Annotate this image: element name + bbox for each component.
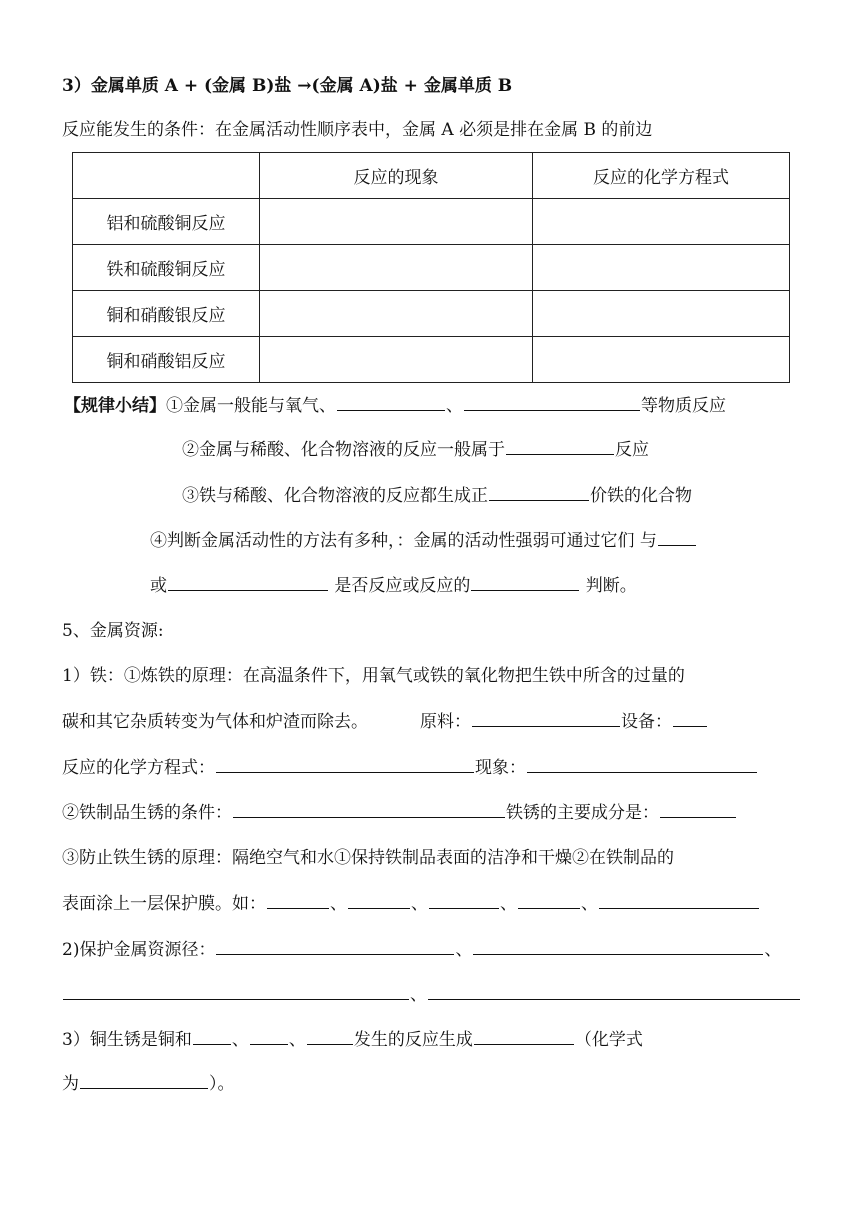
summary-text: 反应	[615, 440, 649, 460]
iron-principle-line-1: 1）铁：①炼铁的原理：在高温条件下，用氧气或铁的氧化物把生铁中所含的过量的	[62, 666, 685, 686]
table-header-cell: 反应的化学方程式	[533, 153, 790, 199]
phenomenon-label: 现象：	[475, 758, 526, 778]
answer-blank[interactable]	[506, 437, 614, 455]
summary-line-2	[182, 437, 649, 462]
summary-line-1	[64, 393, 726, 418]
raw-material-label: 原料：	[420, 712, 471, 732]
equation-cell[interactable]	[533, 245, 790, 291]
answer-blank[interactable]	[168, 573, 328, 591]
answer-blank[interactable]	[658, 528, 696, 546]
answer-blank[interactable]	[489, 483, 589, 501]
separator: 、	[581, 894, 598, 914]
answer-blank[interactable]	[527, 755, 757, 773]
table-header-cell	[73, 153, 260, 199]
equation-line	[62, 755, 758, 780]
equation-label: 反应的化学方程式：	[62, 758, 215, 778]
phenomenon-cell[interactable]	[260, 245, 533, 291]
phenomenon-cell[interactable]	[260, 337, 533, 383]
summary-line-3	[182, 483, 692, 508]
phenomenon-cell[interactable]	[260, 199, 533, 245]
summary-text: 价铁的化合物	[590, 486, 692, 506]
equation-cell[interactable]	[533, 337, 790, 383]
table-row	[73, 199, 790, 245]
protect-line	[62, 937, 781, 962]
answer-blank[interactable]	[63, 982, 409, 1000]
answer-blank[interactable]	[518, 891, 580, 909]
reaction-name: 铜和硝酸银反应	[73, 291, 260, 337]
rust-condition-label: ②铁制品生锈的条件：	[62, 803, 232, 823]
answer-blank[interactable]	[673, 709, 707, 727]
summary-text: 判断。	[580, 576, 637, 596]
section5-text: 碳和其它杂质转变为气体和炉渣而除去。	[62, 712, 368, 732]
summary-text: 、	[446, 396, 463, 416]
answer-blank[interactable]	[472, 709, 620, 727]
summary-text: 或	[150, 576, 167, 596]
answer-blank[interactable]	[473, 937, 763, 955]
answer-blank[interactable]	[599, 891, 759, 909]
reaction-name: 铜和硝酸铝反应	[73, 337, 260, 383]
prevent-line-1: ③防止铁生锈的原理：隔绝空气和水①保持铁制品表面的洁净和干燥②在铁制品的	[62, 848, 674, 868]
table-row	[73, 337, 790, 383]
answer-blank[interactable]	[429, 891, 499, 909]
table-row	[73, 291, 790, 337]
separator: 、	[288, 1030, 306, 1050]
summary-text: ④判断金属活动性的方法有多种，：金属的活动性强弱可通过它们 与	[150, 531, 657, 551]
section5-text: 表面涂上一层保护膜。如：	[62, 894, 266, 914]
answer-blank[interactable]	[193, 1027, 231, 1045]
equipment-label: 设备：	[621, 712, 672, 732]
separator: 、	[410, 985, 427, 1005]
answer-blank[interactable]	[474, 1027, 574, 1045]
answer-blank[interactable]	[233, 800, 505, 818]
summary-text: ②金属与稀酸、化合物溶液的反应一般属于	[182, 440, 505, 460]
reaction-name: 铁和硫酸铜反应	[73, 245, 260, 291]
section5-text: 3）铜生锈是铜和	[62, 1030, 192, 1050]
iron-principle-line-2	[62, 709, 708, 734]
answer-blank[interactable]	[428, 982, 800, 1000]
separator: 、	[231, 1030, 249, 1050]
summary-text: 是否反应或反应的	[329, 576, 471, 596]
table-header-cell: 反应的现象	[260, 153, 533, 199]
answer-blank[interactable]	[337, 393, 445, 411]
section5-text: 发生的反应生成	[353, 1030, 473, 1050]
answer-blank[interactable]	[250, 1027, 288, 1045]
reaction-table	[72, 152, 790, 383]
answer-blank[interactable]	[216, 937, 454, 955]
phenomenon-cell[interactable]	[260, 291, 533, 337]
prevent-line-2	[62, 891, 760, 916]
equation-cell[interactable]	[533, 199, 790, 245]
section5-title: 5、金属资源:	[62, 621, 164, 641]
answer-blank[interactable]	[471, 573, 579, 591]
copper-line-2	[62, 1071, 235, 1096]
separator: 、	[411, 894, 428, 914]
section3-heading: 3）金属单质 A + (金属 B)盐 →(金属 A)盐 + 金属单质 B	[62, 76, 513, 96]
summary-line-5	[150, 573, 637, 598]
answer-blank[interactable]	[348, 891, 410, 909]
answer-blank[interactable]	[80, 1071, 208, 1089]
separator: 、	[500, 894, 517, 914]
protect-line-2	[62, 982, 801, 1007]
rust-component-label: 铁锈的主要成分是：	[506, 803, 659, 823]
separator: 、	[764, 940, 782, 960]
reaction-name: 铝和硫酸铜反应	[73, 199, 260, 245]
answer-blank[interactable]	[216, 755, 474, 773]
answer-blank[interactable]	[307, 1027, 353, 1045]
summary-text: ①金属一般能与氧气、	[166, 396, 336, 416]
section3-condition: 反应能发生的条件：在金属活动性顺序表中，金属 A 必须是排在金属 B 的前边	[62, 120, 653, 140]
equation-cell[interactable]	[533, 291, 790, 337]
answer-blank[interactable]	[464, 393, 640, 411]
summary-text: ③铁与稀酸、化合物溶液的反应都生成正	[182, 486, 488, 506]
section5-text: ）。	[209, 1074, 235, 1094]
table-header-row	[73, 153, 790, 199]
section5-text: （化学式	[574, 1030, 643, 1050]
copper-line-1	[62, 1027, 643, 1052]
summary-text: 等物质反应	[641, 396, 726, 416]
answer-blank[interactable]	[660, 800, 736, 818]
separator: 、	[330, 894, 347, 914]
section5-text: 为	[62, 1074, 79, 1094]
separator: 、	[455, 940, 473, 960]
rust-line	[62, 800, 737, 825]
answer-blank[interactable]	[267, 891, 329, 909]
summary-line-4	[150, 528, 697, 553]
protect-label: 2)保护金属资源径：	[62, 940, 216, 960]
summary-label: 【规律小结】	[64, 396, 166, 416]
table-row	[73, 245, 790, 291]
